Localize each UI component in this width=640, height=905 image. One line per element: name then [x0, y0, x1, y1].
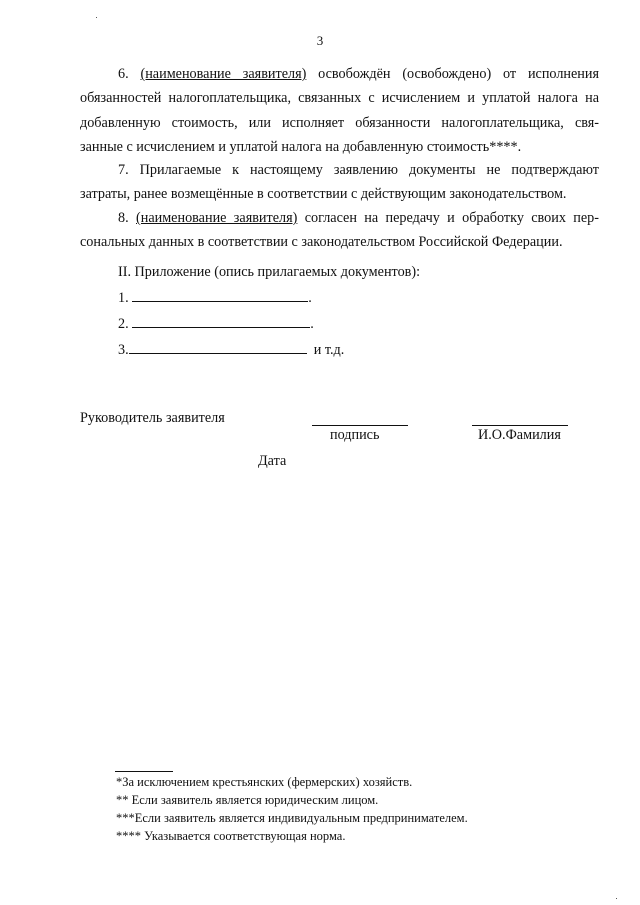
item-8-line-2: сональных данных в соответствии с законодательством Российской Федерации. — [80, 234, 563, 251]
page-number: 3 — [316, 33, 324, 48]
document-entry-line-2 — [132, 313, 310, 328]
footnote-3: ***Если заявитель является индивидуальным предпринимателем. — [116, 811, 468, 825]
item-6-line-3: добавленную стоимость, или исполняет обязанности налогоплательщика, свя- — [80, 114, 599, 131]
scan-speck — [96, 17, 97, 18]
footnote-2: ** Если заявитель является юридическим лицом. — [116, 793, 379, 807]
document-entry-line-3 — [129, 339, 307, 354]
item-7-line-1: 7. Прилагаемые к настоящему заявлению документы не подтверждают — [118, 162, 599, 178]
appendix-heading: II. Приложение (опись прилагаемых документов): — [118, 264, 421, 280]
name-caption: И.О.Фамилия — [478, 427, 561, 443]
item-6-line-2: обязанностей налогоплательщика, связанных с исчислением и уплатой налога на — [80, 90, 599, 107]
item-8 — [80, 206, 599, 255]
item-8-line-1: 8. (наименование заявителя) согласен на передачу и обработку своих пер- — [118, 210, 600, 226]
item-7 — [80, 158, 599, 207]
item-7-line-2: затраты, ранее возмещённые в соответствии с действующим законодательством. — [80, 186, 567, 203]
item-6-line-1: 6. (наименование заявителя) освобождён (освобождено) от исполнения — [118, 66, 600, 82]
applicant-name-placeholder: (наименование заявителя) — [140, 66, 307, 82]
name-line — [472, 425, 568, 426]
head-of-applicant-label: Руководитель заявителя — [80, 410, 225, 426]
document-entry-line-1 — [132, 287, 308, 302]
appendix-row-1: 1. . — [118, 287, 312, 307]
footnote-1: *За исключением крестьянских (фермерских) хозяйств. — [116, 775, 413, 789]
applicant-name-placeholder: (наименование заявителя) — [136, 210, 298, 226]
footnote-separator — [115, 771, 173, 772]
date-label: Дата — [258, 453, 287, 469]
item-6 — [80, 62, 599, 159]
appendix-row-3: 3. и т.д. — [118, 339, 344, 359]
item-6-line-4: занные с исчислением и уплатой налога на добавленную стоимость****. — [80, 138, 522, 155]
signature-line — [312, 425, 408, 426]
footnote-4: **** Указывается соответствующая норма. — [116, 829, 346, 843]
scan-speck — [616, 898, 617, 899]
appendix-row-2: 2. . — [118, 313, 314, 333]
signature-caption: подпись — [330, 427, 380, 443]
